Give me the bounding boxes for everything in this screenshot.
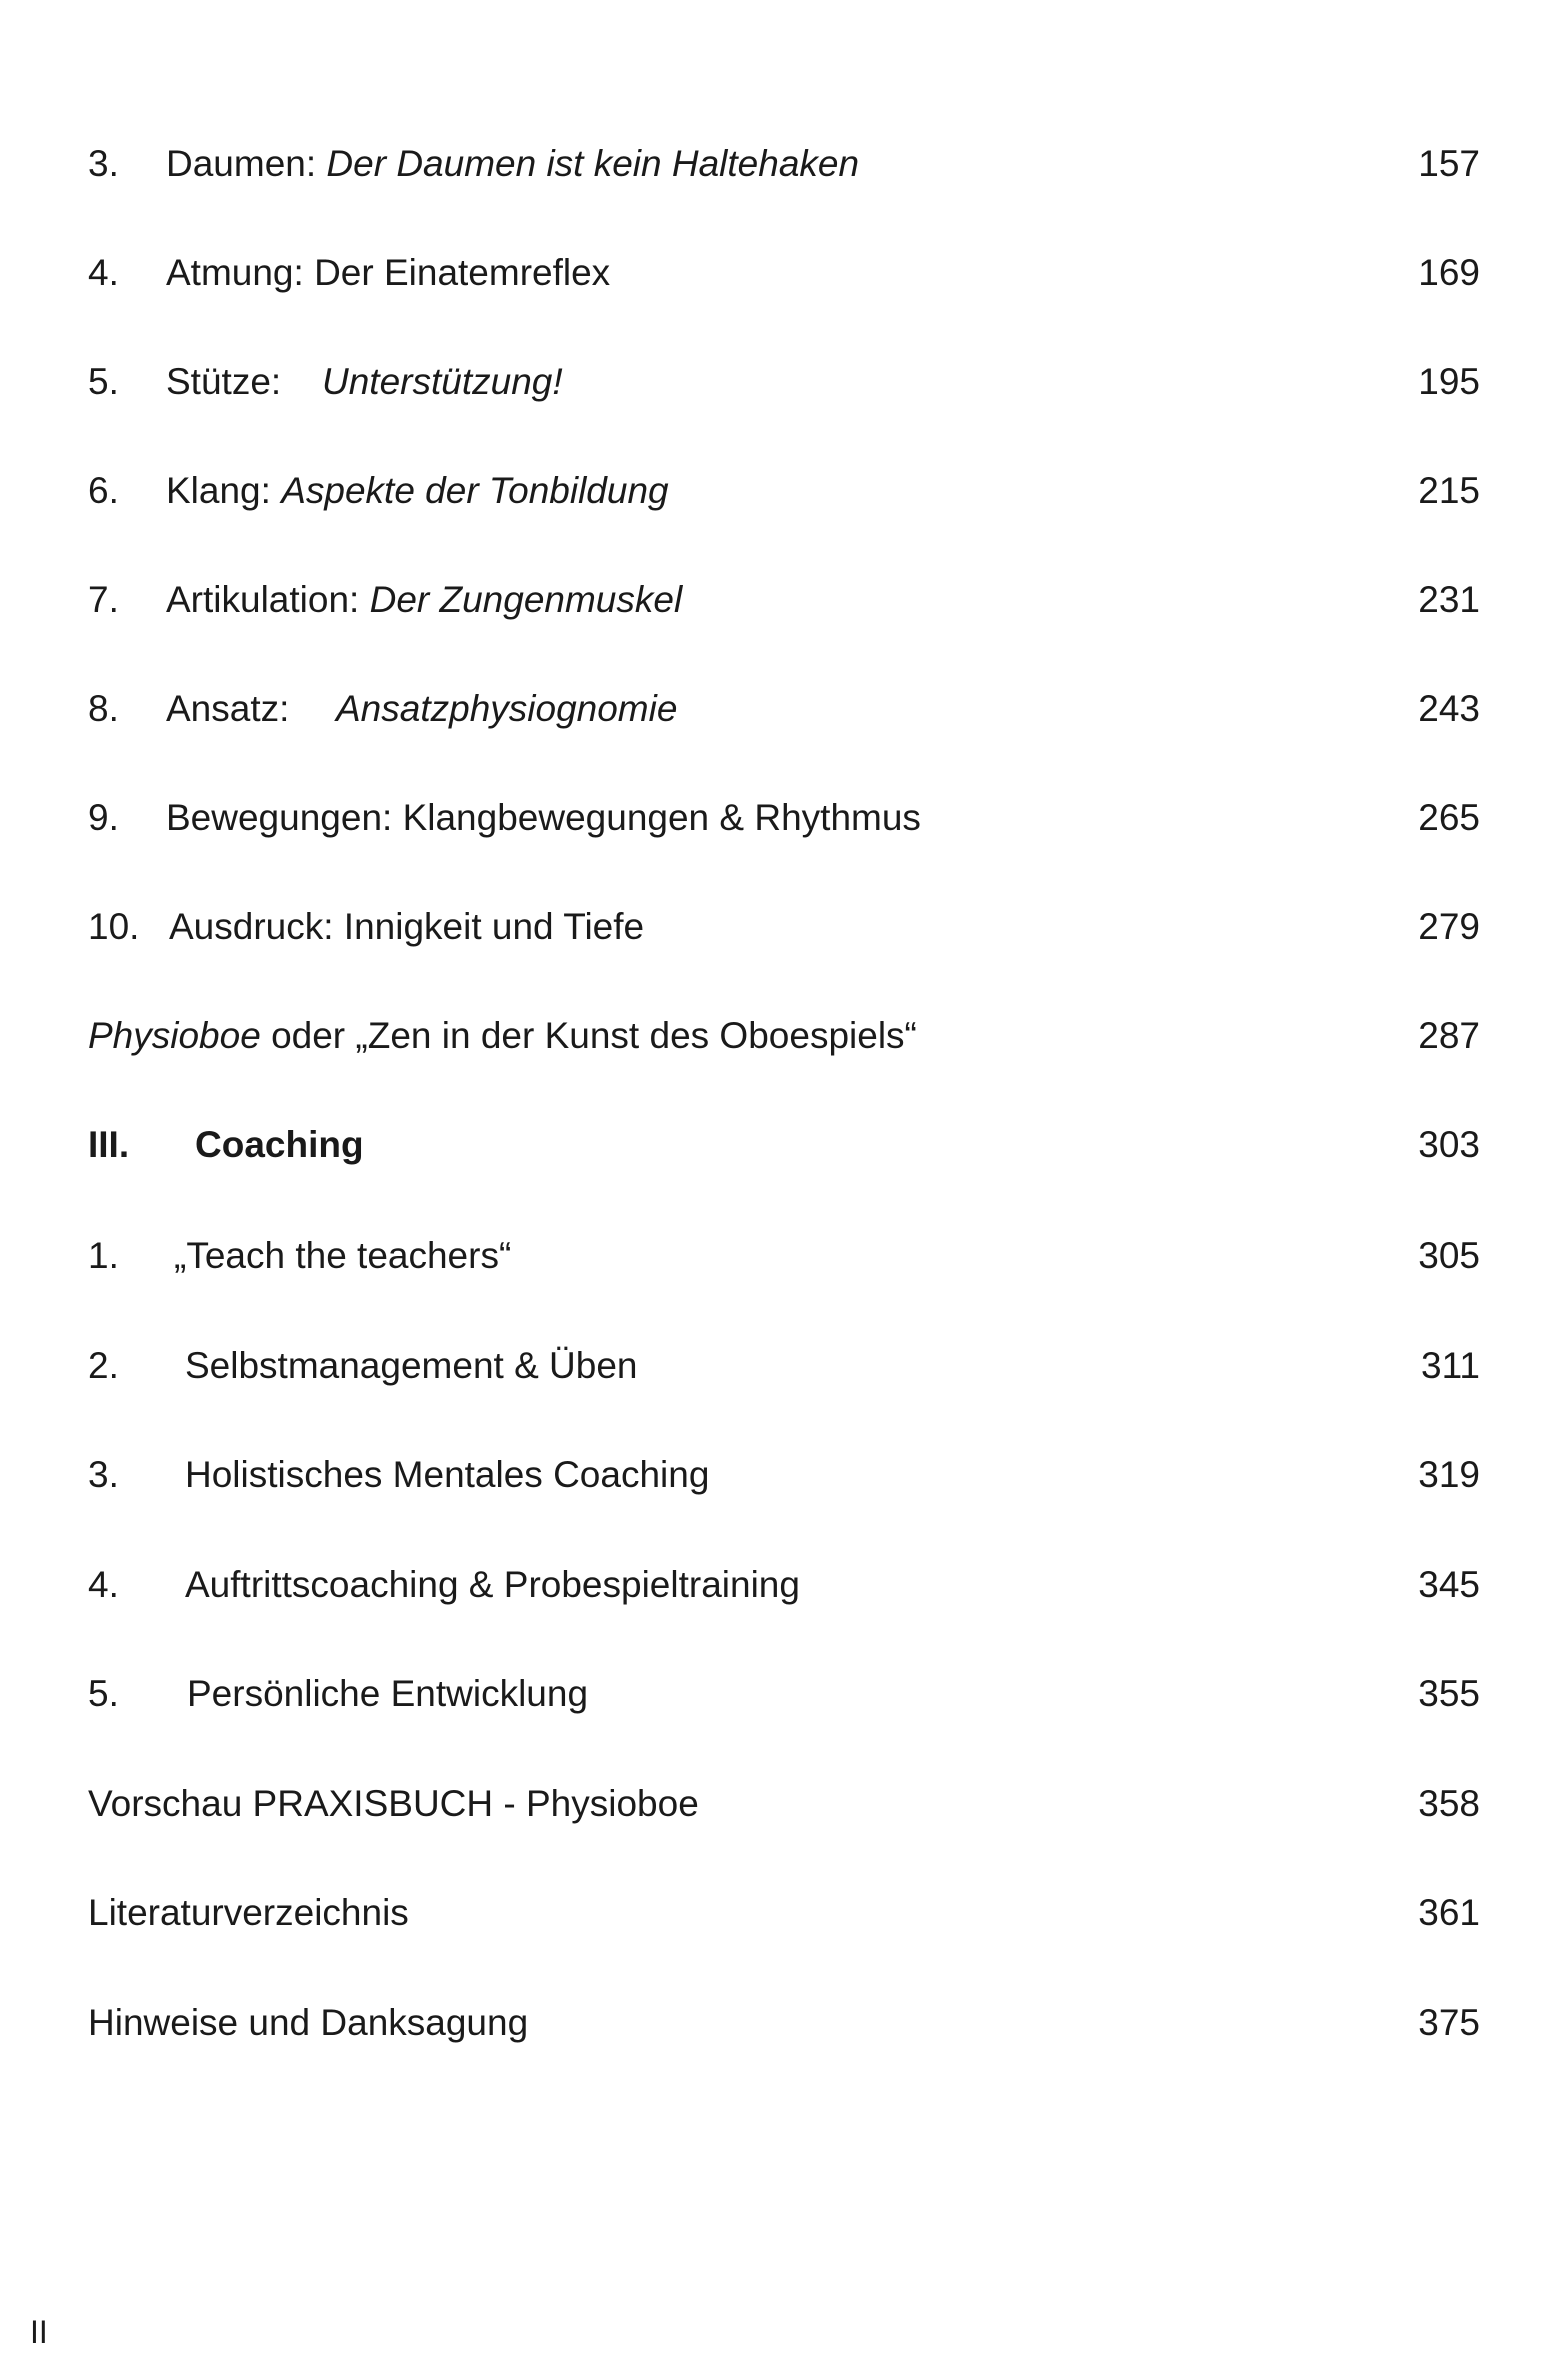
entry-label: Klang: [166,470,271,511]
entry-number: 7. [88,579,119,620]
entry-title [166,461,669,521]
entry-number: 4. [88,252,119,293]
toc-entry [88,1006,1480,1066]
entry-number: 10. [88,906,140,947]
entry-number: 3. [88,1454,119,1495]
entry-page-number: 358 [1418,1783,1480,1824]
entry-label: oder „Zen in der Kunst des Oboespiels“ [260,1015,917,1056]
chapter-title: Coaching [195,1124,364,1165]
entry-page-number: 355 [1418,1673,1480,1714]
entry-number: 5. [88,361,119,402]
entry-title: Vorschau PRAXISBUCH - Physioboe [88,1783,699,1824]
entry-number: 8. [88,688,119,729]
toc-entry [88,1226,1480,1286]
entry-number: 6. [88,470,119,511]
toc-entry [88,461,1480,521]
entry-page-number: 345 [1418,1564,1480,1605]
entry-page-number: 157 [1418,143,1480,184]
entry-number: 2. [88,1345,119,1386]
toc-entry [88,352,1480,412]
entry-number: 9. [88,797,119,838]
entry-number: 5. [88,1673,119,1714]
toc-entry [88,1774,1480,1834]
entry-subtitle: Physioboe [88,1015,261,1056]
entry-title [88,1006,917,1066]
entry-number: 1. [88,1235,119,1276]
entry-title: Atmung: Der Einatemreflex [166,252,611,293]
toc-entry [88,134,1480,194]
entry-label: Stütze: [166,361,282,402]
page-numeral: II [30,2314,48,2350]
toc-entry [88,1883,1480,1943]
entry-title: Holistisches Mentales Coaching [185,1454,710,1495]
entry-page-number: 169 [1418,252,1480,293]
entry-page-number: 265 [1418,797,1480,838]
entry-page-number: 195 [1418,361,1480,402]
entry-subtitle: Ansatzphysiognomie [336,688,678,729]
entry-title [166,134,859,194]
entry-title: Selbstmanagement & Üben [185,1345,638,1386]
entry-number: 3. [88,143,119,184]
entry-subtitle: Unterstützung! [322,361,563,402]
entry-label: Artikulation: [166,579,360,620]
chapter-number: III. [88,1124,130,1165]
entry-page-number: 319 [1418,1454,1480,1495]
entry-title: Auftrittscoaching & Probespieltraining [185,1564,800,1605]
entry-page-number: 243 [1418,688,1480,729]
entry-page-number: 311 [1421,1345,1480,1386]
entry-label: Daumen: [166,143,317,184]
toc-entry [88,1336,1480,1396]
entry-number: 4. [88,1564,119,1605]
entry-subtitle: Der Zungenmuskel [369,579,683,620]
toc-entry [88,1555,1480,1615]
toc-entry [88,1993,1480,2053]
entry-label: Ansatz: [166,688,290,729]
entry-page-number: 231 [1418,579,1480,620]
toc-entry [88,1664,1480,1724]
entry-page-number: 215 [1418,470,1480,511]
toc-chapter-heading [88,1115,1480,1175]
entry-page-number: 303 [1418,1124,1480,1165]
entry-page-number: 361 [1418,1892,1480,1933]
entry-title: Literaturverzeichnis [88,1892,409,1933]
toc-entry [88,570,1480,630]
entry-title: Bewegungen: Klangbewegungen & Rhythmus [166,797,921,838]
toc-entry [88,679,1480,739]
entry-title: „Teach the teachers“ [174,1235,512,1276]
toc-entry [88,243,1480,303]
entry-page-number: 305 [1418,1235,1480,1276]
entry-page-number: 287 [1418,1015,1480,1056]
entry-title: Ausdruck: Innigkeit und Tiefe [169,906,645,947]
entry-title: Persönliche Entwicklung [187,1673,589,1714]
entry-title: Hinweise und Danksagung [88,2002,529,2043]
entry-subtitle: Aspekte der Tonbildung [281,470,669,511]
toc-entry [88,1445,1480,1505]
toc-entry [88,788,1480,848]
entry-page-number: 375 [1418,2002,1480,2043]
entry-page-number: 279 [1418,906,1480,947]
entry-title [166,570,682,630]
entry-subtitle: Der Daumen ist kein Haltehaken [326,143,860,184]
toc-entry [88,897,1480,957]
